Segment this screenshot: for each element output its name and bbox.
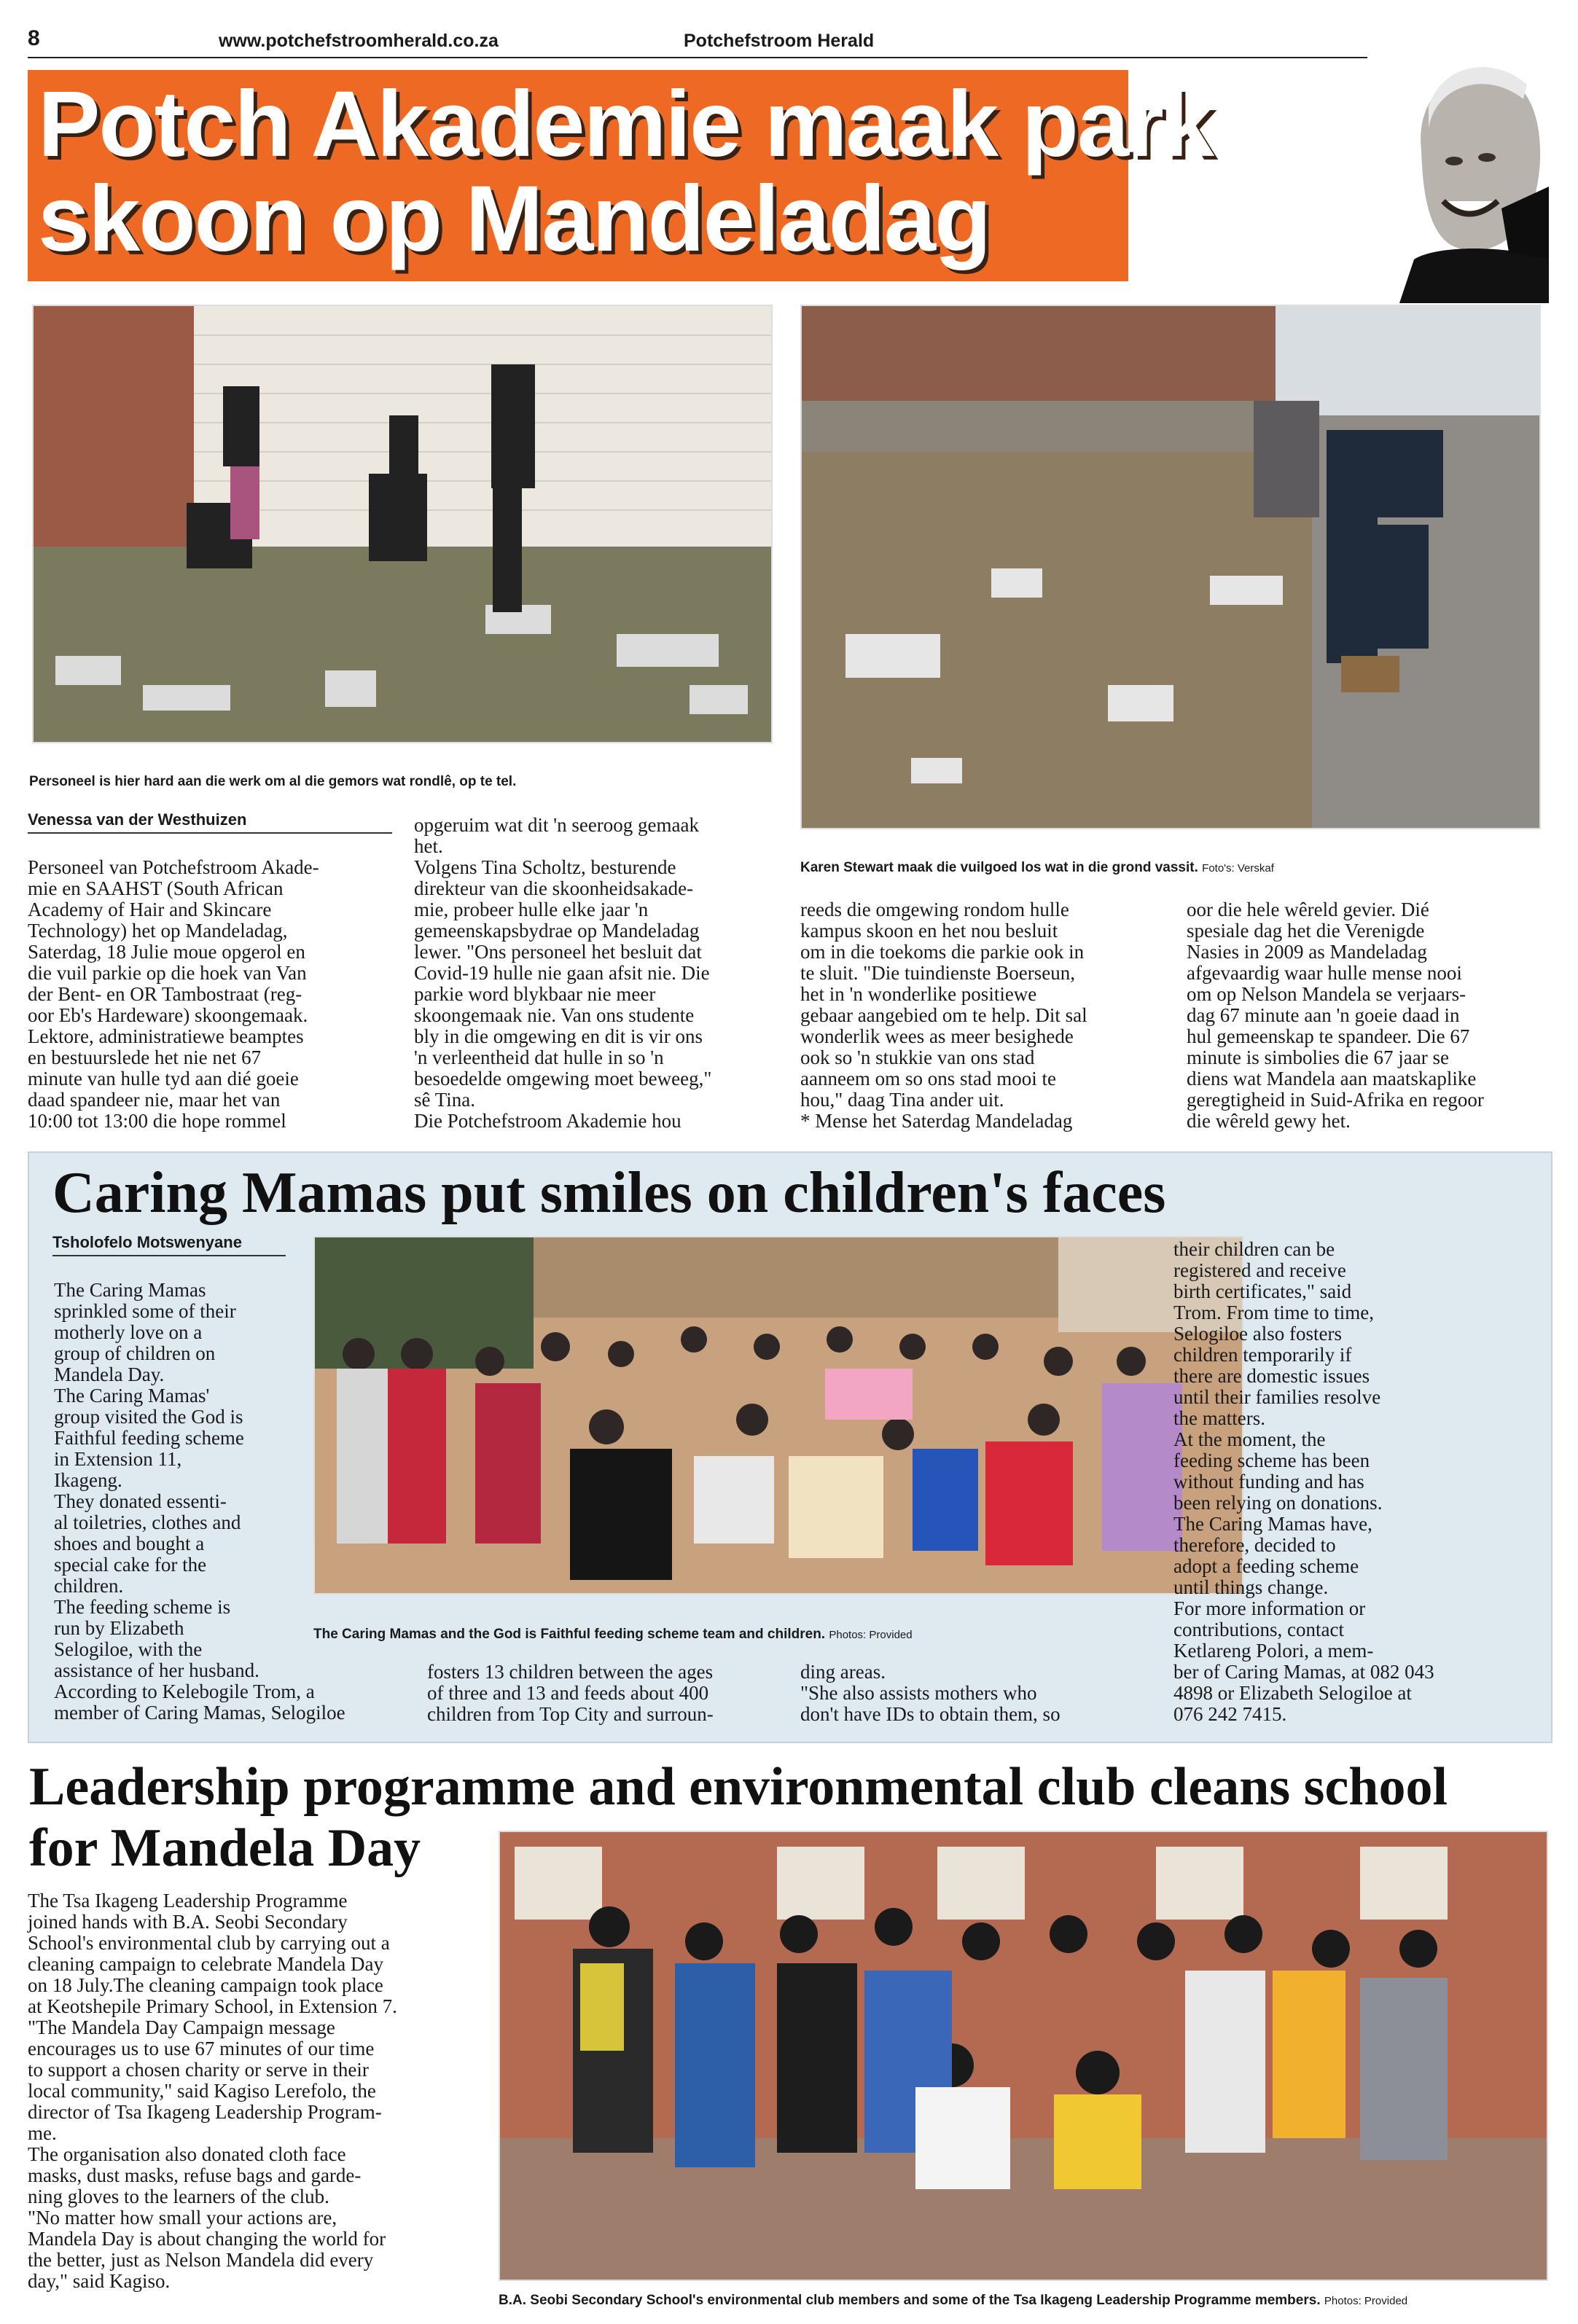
seobi-club-photo (499, 1831, 1548, 2281)
story1-column-3: reeds die omgewing rondom hulle kampus skoon en het nou besluit om in die toekoms die parkie ook in te sluit. "Die tuindienste Boerseun, het in 'n wonderlike positiewe gebaar aangebied om te help. Dit sal wonderlik wees as meer besighede ook so 'n stukkie van ons stad aanneem om so ons stad mooi te hou," daag Tina ander uit. * Mense het Saterdag Mandeladag (800, 899, 1087, 1132)
banner-headline (38, 72, 1213, 271)
paper-name: Potchefstroom Herald (684, 31, 875, 51)
story1-byline: Venessa van der Westhuizen (28, 810, 392, 834)
header-rule (28, 57, 1367, 58)
story3-photo-caption-text: B.A. Seobi Secondary School's environmental club members and some of the Tsa Ikageng Leadership Programme members. (499, 2293, 1321, 2308)
story3-headline-line1: Leadership programme and environmental club cleans school (29, 1757, 1448, 1817)
mandela-portrait-image (1370, 41, 1549, 303)
caring-mamas-photo (313, 1236, 1243, 1595)
story1-column-1: Personeel van Potchefstroom Akade- mie en SAAHST (South African Academy of Hair and Skincare Technology) het op Mandeladag, Saterdag, 18 Julie moue opgerol en die vuil parkie op die hoek van Van der Bent- en OR Tambostraat (reg- oor Eb's Hardeware) skoongemaak. Lektore, administratiewe beamptes en bestuurslede het nie net 67 minute van hulle tyd aan dié goeie daad spandeer nie, maar het van 10:00 tot 13:00 die hope rommel (28, 856, 319, 1132)
story1-column-4: oor die hele wêreld gevier. Dié spesiale dag het die Verenigde Nasies in 2009 as Mandeladag afgevaardig waar hulle mense nooi om op Nelson Mandela se verjaars- dag 67 minute aan 'n goeie daad in hul gemeenskap te spandeer. Die 67 minute is simbolies die 67 jaar se diens wat Mandela aan maatskaplike geregtigheid in Suid-Afrika en regoor die wêreld gewy het. (1187, 899, 1484, 1132)
photo2-caption (800, 860, 1274, 876)
story1-column-2: opgeruim wat dit 'n seeroog gemaak het. Volgens Tina Scholtz, besturende direkteur van die skoonheidsakade- mie, probeer hulle elke jaar 'n gemeenskapsbydrae op Mandeladag lewer. "Ons personeel het besluit dat Covid-19 hulle nie gaan afsit nie. Die parkie word blykbaar nie meer skoongemaak nie. Van ons studente bly in die omgewing en dit is vir ons 'n verleentheid dat hulle in so 'n besoedelde omgewing moet beweeg," sê Tina. Die Potchefstroom Akademie hou (414, 814, 712, 1132)
story2-photo-credit: Photos: Provided (829, 1629, 913, 1641)
story2-photo-caption-text: The Caring Mamas and the God is Faithful feeding scheme team and children. (313, 1627, 826, 1642)
page-number: 8 (28, 26, 40, 50)
story2-headline: Caring Mamas put smiles on children's faces (52, 1161, 1166, 1225)
story2-column-left: The Caring Mamas sprinkled some of their motherly love on a group of children on Mandela Day. The Caring Mamas' group visited the God is Faithful feeding scheme in Extension 11, Ikageng. They donated essenti- al toiletries, clothes and shoes and bought a special cake for the children. The feeding scheme is run by Elizabeth Selogiloe, with the assistance of her husband. According to Kelebogile Trom, a member of Caring Mamas, Selogiloe (54, 1279, 345, 1724)
website-url[interactable]: www.potchefstroomherald.co.za (219, 31, 499, 51)
photo1-caption: Personeel is hier hard aan die werk om al die gemors wat rondlê, op te tel. (29, 774, 517, 789)
story3-photo-caption (499, 2293, 1407, 2309)
story2-byline: Tsholofelo Motswenyane (52, 1233, 286, 1256)
story2-column-b3: ding areas. "She also assists mothers who don't have IDs to obtain them, so (800, 1661, 1061, 1725)
story3-photo-credit: Photos: Provided (1324, 2295, 1408, 2307)
photo2-credit: Foto's: Verskaf (1202, 862, 1274, 875)
story2-column-right: their children can be registered and receive birth certificates," said Trom. From time to time, Selogiloe also fosters children temporarily if there are domestic issues until their families resolve the matters. At the moment, the feeding scheme has been without funding and has been relying on donations. The Caring Mamas have, therefore, decided to adopt a feeding scheme until things change. For more information or contributions, contact Ketlareng Polori, a mem- ber of Caring Mamas, at 082 043 4898 or Elizabeth Selogiloe at 076 242 7415. (1173, 1238, 1434, 1725)
banner-headline-line2: skoon op Mandeladag (38, 167, 991, 271)
story2-column-b2: fosters 13 children between the ages of three and 13 and feeds about 400 children from Top City and surroun- (427, 1661, 714, 1725)
story3-body: The Tsa Ikageng Leadership Programme joined hands with B.A. Seobi Secondary School's environmental club by carrying out a cleaning campaign to celebrate Mandela Day on 18 July.The cleaning campaign took place at Keotshepile Primary School, in Extension 7. "The Mandela Day Campaign message encourages us to use 67 minutes of our time to support a chosen charity or serve in their local community," said Kagiso Lerefolo, the director of Tsa Ikageng Leadership Program- me. The organisation also donated cloth face masks, dust masks, refuse bags and garde- ning gloves to the learners of the club. "No matter how small your actions are, Mandela Day is about changing the world for the better, just as Nelson Mandela did every day," said Kagiso. (28, 1890, 397, 2292)
cleanup-photo-2 (800, 305, 1541, 829)
story3-headline-line2: for Mandela Day (29, 1818, 421, 1878)
banner-headline-line1: Potch Akademie maak park (38, 72, 1213, 176)
photo2-caption-text: Karen Stewart maak die vuilgoed los wat in die grond vassit. (800, 860, 1198, 875)
cleanup-photo-1 (32, 305, 773, 743)
